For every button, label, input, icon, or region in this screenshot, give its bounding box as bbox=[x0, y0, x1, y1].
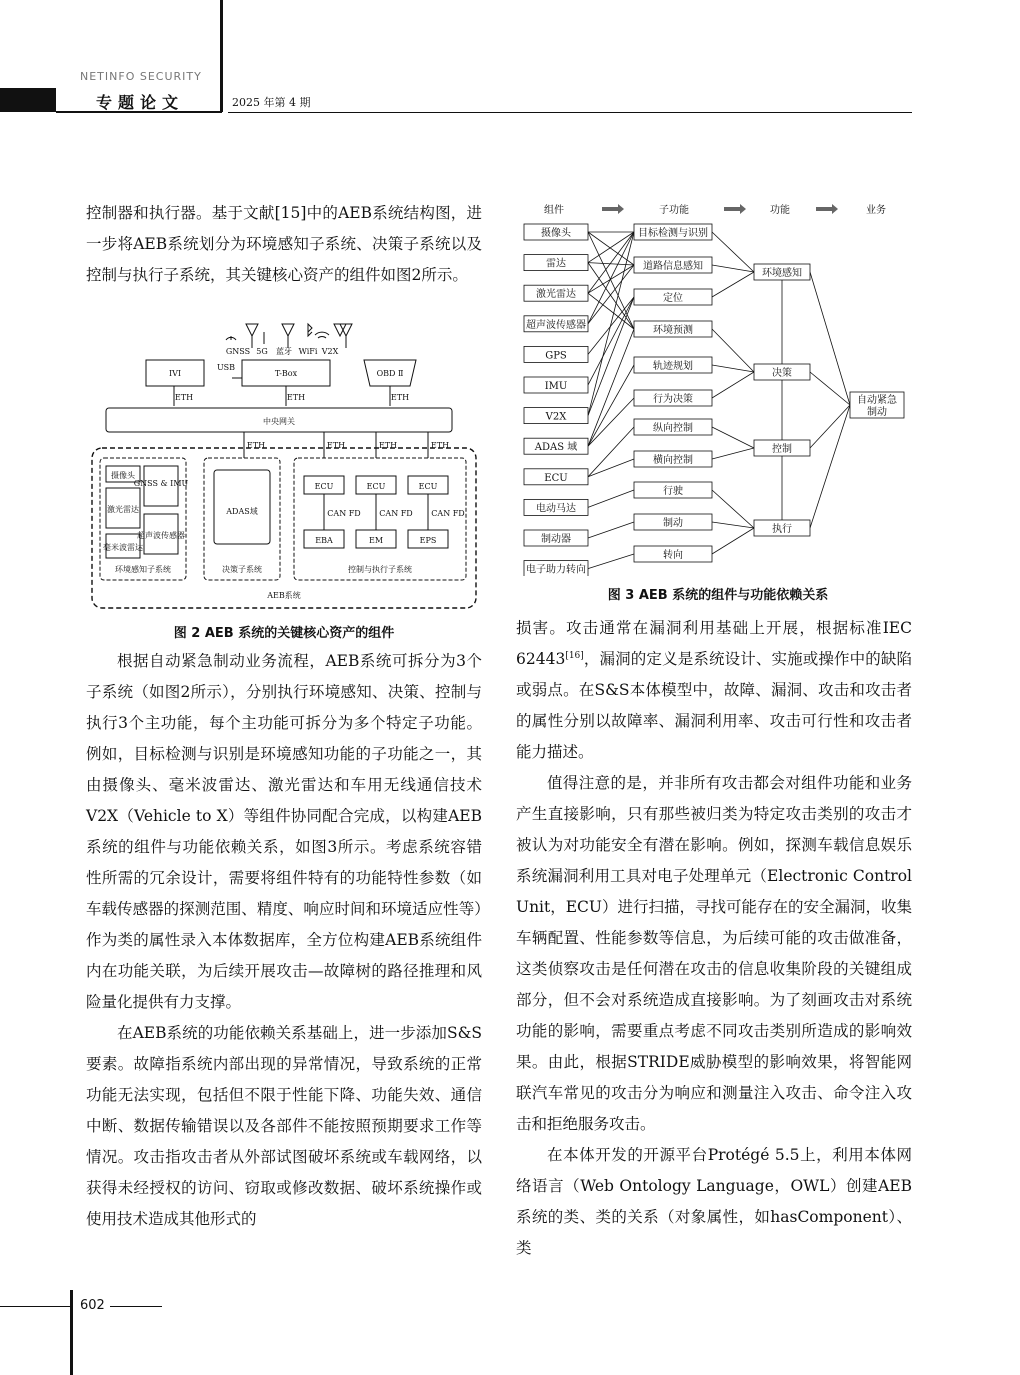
canfd-label: CAN FD bbox=[327, 509, 361, 518]
paragraph bbox=[516, 613, 912, 768]
fig3-header: 业务 bbox=[866, 205, 886, 216]
ivi-label: IVI bbox=[168, 369, 182, 378]
antenna-label-gnss: GNSS bbox=[225, 347, 251, 356]
fig3-function-label: 决策 bbox=[772, 368, 792, 379]
em-label: EM bbox=[368, 536, 384, 545]
fig3-edge bbox=[810, 372, 850, 405]
fig3-edge bbox=[810, 405, 850, 448]
fig3-edge bbox=[712, 448, 754, 459]
env-subsystem-label: 环境感知子系统 bbox=[115, 565, 171, 574]
fig3-subfunction-label: 轨迹规划 bbox=[653, 361, 693, 372]
antenna-label-v2x: V2X bbox=[321, 347, 339, 356]
eth-label: ETH bbox=[378, 441, 398, 450]
camera-label: 摄像头 bbox=[111, 471, 135, 480]
fig3-subfunction-label: 道路信息感知 bbox=[643, 261, 703, 272]
control-subsystem-label: 控制与执行子系统 bbox=[348, 565, 412, 574]
fig3-header-arrow bbox=[724, 204, 746, 214]
fig3-component-label: V2X bbox=[545, 411, 567, 423]
eth-label: ETH bbox=[430, 441, 450, 450]
figure-2-diagram bbox=[86, 318, 486, 613]
fig3-edge bbox=[588, 554, 634, 569]
mmwave-label: 毫米波雷达 bbox=[103, 543, 143, 552]
ecu-label: ECU bbox=[366, 482, 386, 491]
fig3-subfunction-label: 横向控制 bbox=[653, 455, 693, 466]
fig3-edge bbox=[588, 265, 634, 293]
paragraph: 在AEB系统的功能依赖关系基础上，进一步添加S&S要素。故障指系统内部出现的异常情况，导致系统的正常功能无法实现，包括但不限于性能下降、功能失效、通信中断、数据传输错误以及各部件不能按照预期要求工作等情况。攻击指攻击者从外部试图破坏系统或车载网络，以获得未经授权的访问、窃取或修改数据、破坏系统操作或使用技术造成其他形式的 bbox=[86, 1024, 482, 1228]
fig3-subfunction-label: 目标检测与识别 bbox=[638, 228, 708, 239]
fig3-component-label: 制动器 bbox=[541, 534, 571, 545]
fig3-function-label: 控制 bbox=[772, 444, 792, 455]
fig3-subfunction-label: 纵向控制 bbox=[653, 423, 693, 434]
fig3-component-label: 激光雷达 bbox=[536, 289, 576, 301]
fig3-header-arrow bbox=[602, 204, 624, 214]
eth-label: ETH bbox=[390, 393, 410, 402]
lidar-label: 激光雷达 bbox=[107, 505, 139, 514]
gnss-imu-label: GNSS & IMU bbox=[133, 479, 189, 488]
canfd-label: CAN FD bbox=[379, 509, 413, 518]
fig3-component-label: 雷达 bbox=[546, 258, 566, 270]
fig3-subfunction-label: 制动 bbox=[663, 518, 683, 529]
fig3-component-label: 电动马达 bbox=[536, 503, 576, 515]
header-vertical-rule bbox=[220, 0, 223, 112]
usb-label: USB bbox=[216, 363, 236, 372]
fig3-component-label: GPS bbox=[545, 350, 567, 362]
footer-rule bbox=[110, 1306, 162, 1307]
fig3-edge bbox=[810, 405, 850, 528]
fig3-edge bbox=[712, 372, 754, 398]
eth-label: ETH bbox=[286, 393, 306, 402]
antenna-label-wifi: WiFi bbox=[298, 347, 318, 356]
antenna-label-5g: 5G bbox=[256, 347, 268, 356]
paragraph: 控制器和执行器。基于文献[15]中的AEB系统结构图，进一步将AEB系统划分为环境感知子系统、决策子系统以及控制与执行子系统，其关键核心资产的组件如图2所示。 bbox=[86, 204, 482, 284]
left-column-top bbox=[86, 198, 482, 291]
fig3-subfunction-label: 转向 bbox=[663, 550, 683, 561]
page-number: 602 bbox=[80, 1298, 105, 1313]
fig3-function-label: 执行 bbox=[772, 524, 792, 535]
section-title: 专题论文 bbox=[96, 93, 185, 112]
antenna-icons bbox=[246, 324, 352, 348]
figure-3-caption: 图 3 AEB 系统的组件与功能依赖关系 bbox=[607, 588, 829, 603]
fig3-edge bbox=[712, 490, 754, 528]
aeb-system-label: AEB系统 bbox=[267, 591, 301, 600]
canfd-label: CAN FD bbox=[431, 509, 465, 518]
fig3-component-label: 电子助力转向 bbox=[526, 564, 586, 576]
right-column bbox=[516, 613, 912, 1264]
fig3-component-label: ECU bbox=[544, 472, 568, 484]
fig3-edge bbox=[588, 459, 634, 477]
fig3-subfunction-label: 行驶 bbox=[663, 486, 683, 497]
header-black-bar bbox=[0, 88, 56, 112]
left-column-bottom bbox=[86, 646, 482, 1235]
issue-label: 2025 年第 4 期 bbox=[232, 96, 311, 109]
antenna-label-bt: 蓝牙 bbox=[276, 347, 292, 356]
footer-rule bbox=[0, 1306, 70, 1307]
eth-label: ETH bbox=[246, 441, 266, 450]
fig3-header-arrow bbox=[816, 204, 838, 214]
fig3-edge bbox=[588, 522, 634, 538]
fig3-component-label: 摄像头 bbox=[541, 228, 571, 239]
journal-name: NETINFO SECURITY bbox=[80, 70, 202, 83]
paragraph: 根据自动紧急制动业务流程，AEB系统可拆分为3个子系统（如图2所示），分别执行环境感知、决策、控制与执行3个主功能，每个主功能可拆分为多个特定子功能。例如，目标检测与识别是环境感知功能的子功能之一，其由摄像头、毫米波雷达、激光雷达和车用无线通信技术V2X（Vehicle to X）等组件协同配合完成，以构建AEB系统的组件与功能依赖关系，如图3所示。考虑系统容错性所需的冗余设计，需要将组件特有的功能特性参数（如车载传感器的探测范围、精度、响应时间和环境适应性等）作为类的属性录入本体数据库，全方位构建AEB系统组件内在功能关联，为后续开展攻击—故障树的路径推理和风险量化提供有力支撑。 bbox=[86, 652, 482, 1011]
paragraph-text: 损害。攻击通常在漏洞利用基础上开展，根据标准IEC 62443 bbox=[516, 619, 912, 668]
fig3-edge bbox=[712, 522, 754, 528]
fig3-edge bbox=[712, 528, 754, 554]
fig3-edge bbox=[588, 263, 634, 329]
fig3-edge bbox=[588, 490, 634, 507]
fig3-component-label: 超声波传感器 bbox=[526, 319, 586, 331]
header-line bbox=[228, 112, 912, 113]
eth-label: ETH bbox=[326, 441, 346, 450]
fig3-business-label: 自动紧急 bbox=[857, 395, 897, 406]
gateway-label: 中央网关 bbox=[263, 417, 295, 426]
citation: [16] bbox=[565, 650, 584, 661]
figure-3-diagram bbox=[520, 196, 916, 576]
fig3-edge bbox=[712, 329, 754, 372]
fig3-business-label: 制动 bbox=[867, 407, 887, 418]
fig3-edge bbox=[712, 272, 754, 297]
eps-label: EPS bbox=[419, 536, 437, 545]
fig3-subfunction-label: 环境预测 bbox=[653, 325, 693, 336]
ecu-label: ECU bbox=[418, 482, 438, 491]
fig3-function-label: 环境感知 bbox=[762, 268, 802, 279]
decision-subsystem-label: 决策子系统 bbox=[222, 565, 262, 574]
ultrasonic-label: 超声波传感器 bbox=[137, 531, 185, 540]
fig3-subfunction-label: 行为决策 bbox=[653, 394, 693, 405]
fig3-header: 组件 bbox=[544, 205, 564, 216]
fig3-header: 功能 bbox=[770, 205, 790, 216]
fig3-subfunction-label: 定位 bbox=[663, 293, 683, 304]
paragraph-text: ，漏洞的定义是系统设计、实施或操作中的缺陷或弱点。在S&S本体模型中，故障、漏洞、攻击和攻击者的属性分别以故障率、漏洞利用率、攻击可行性和攻击者能力描述。 bbox=[516, 650, 912, 761]
footer-vertical-rule bbox=[70, 1290, 73, 1375]
fig3-component-label: ADAS 域 bbox=[534, 442, 578, 454]
paragraph: 在本体开发的开源平台Protégé 5.5上，利用本体网络语言（Web Ontology Language，OWL）创建AEB系统的类、类的关系（对象属性，如hasComponent）、类 bbox=[516, 1146, 912, 1257]
adas-label: ADAS域 bbox=[226, 507, 258, 516]
fig3-header: 子功能 bbox=[659, 205, 689, 216]
ecu-label: ECU bbox=[314, 482, 334, 491]
obd-label: OBD Ⅱ bbox=[376, 369, 404, 378]
paragraph: 值得注意的是，并非所有攻击都会对组件功能和业务产生直接影响，只有那些被归类为特定攻击类别的攻击才被认为对功能安全有潜在影响。例如，探测车载信息娱乐系统漏洞利用工具对电子处理单元（Electronic Control Unit，ECU）进行扫描，寻找可能存在的安全漏洞，收集车辆配置、性能参数等信息，为后续可能的攻击做准备，这类侦察攻击是任何潜在攻击的信息收集阶段的关键组成部分，但不会对系统造成直接影响。为了刻画攻击对系统功能的影响，需要重点考虑不同攻击类别所造成的影响效果。由此，根据STRIDE威胁模型的影响效果，将智能网联汽车常见的攻击分为响应和测量注入攻击、命令注入攻击和拒绝服务攻击。 bbox=[516, 774, 912, 1133]
fig3-edge bbox=[712, 427, 754, 448]
eth-label: ETH bbox=[174, 393, 194, 402]
figure-2-caption: 图 2 AEB 系统的关键核心资产的组件 bbox=[173, 626, 395, 641]
fig3-edge bbox=[810, 272, 850, 405]
fig3-component-label: IMU bbox=[544, 381, 568, 392]
tbox-label: T-Box bbox=[274, 369, 298, 378]
eba-label: EBA bbox=[315, 536, 333, 545]
